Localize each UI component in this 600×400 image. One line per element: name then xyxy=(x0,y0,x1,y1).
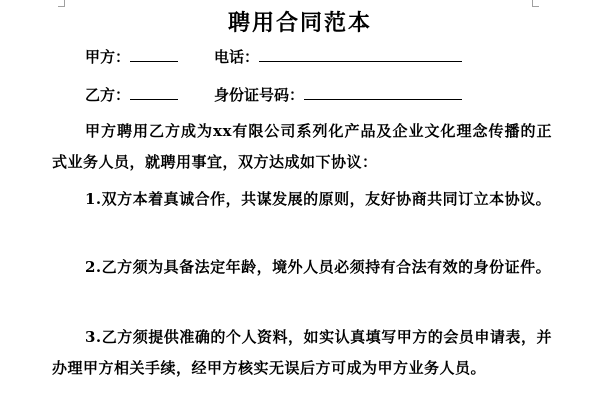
paragraph-clause-2: 2.乙方须为具备法定年龄，境外人员必须持有合法有效的身份证件。 xyxy=(85,258,552,276)
id-number-field xyxy=(214,84,462,105)
party-a-label: 甲方： xyxy=(85,48,131,66)
party-b-field xyxy=(85,84,178,105)
party-b-label: 乙方： xyxy=(85,86,131,104)
phone-field xyxy=(214,46,462,67)
phone-label: 电话： xyxy=(214,48,260,66)
document-title: 聘用合同范本 xyxy=(227,10,372,36)
id-number-blank xyxy=(304,85,462,100)
party-a-blank xyxy=(130,47,178,62)
id-number-label: 身份证号码： xyxy=(214,86,305,104)
phone-blank xyxy=(259,47,462,62)
party-b-blank xyxy=(130,85,178,100)
paragraph-clause-1: 1.双方本着真诚合作，共谋发展的原则，友好协商共同订立本协议。 xyxy=(85,190,552,208)
paragraph-intro: 甲方聘用乙方成为xx有限公司系列化产品及企业文化理念传播的正式业务人员，就聘用事宜，双方达成如下协议： xyxy=(52,122,552,171)
party-a-field xyxy=(85,46,178,67)
paragraph-clause-3: 3.乙方须提供准确的个人资料，如实认真填写甲方的会员申请表，并办理甲方相关手续，经甲方核实无误后方可成为甲方业务人员。 xyxy=(52,328,552,377)
